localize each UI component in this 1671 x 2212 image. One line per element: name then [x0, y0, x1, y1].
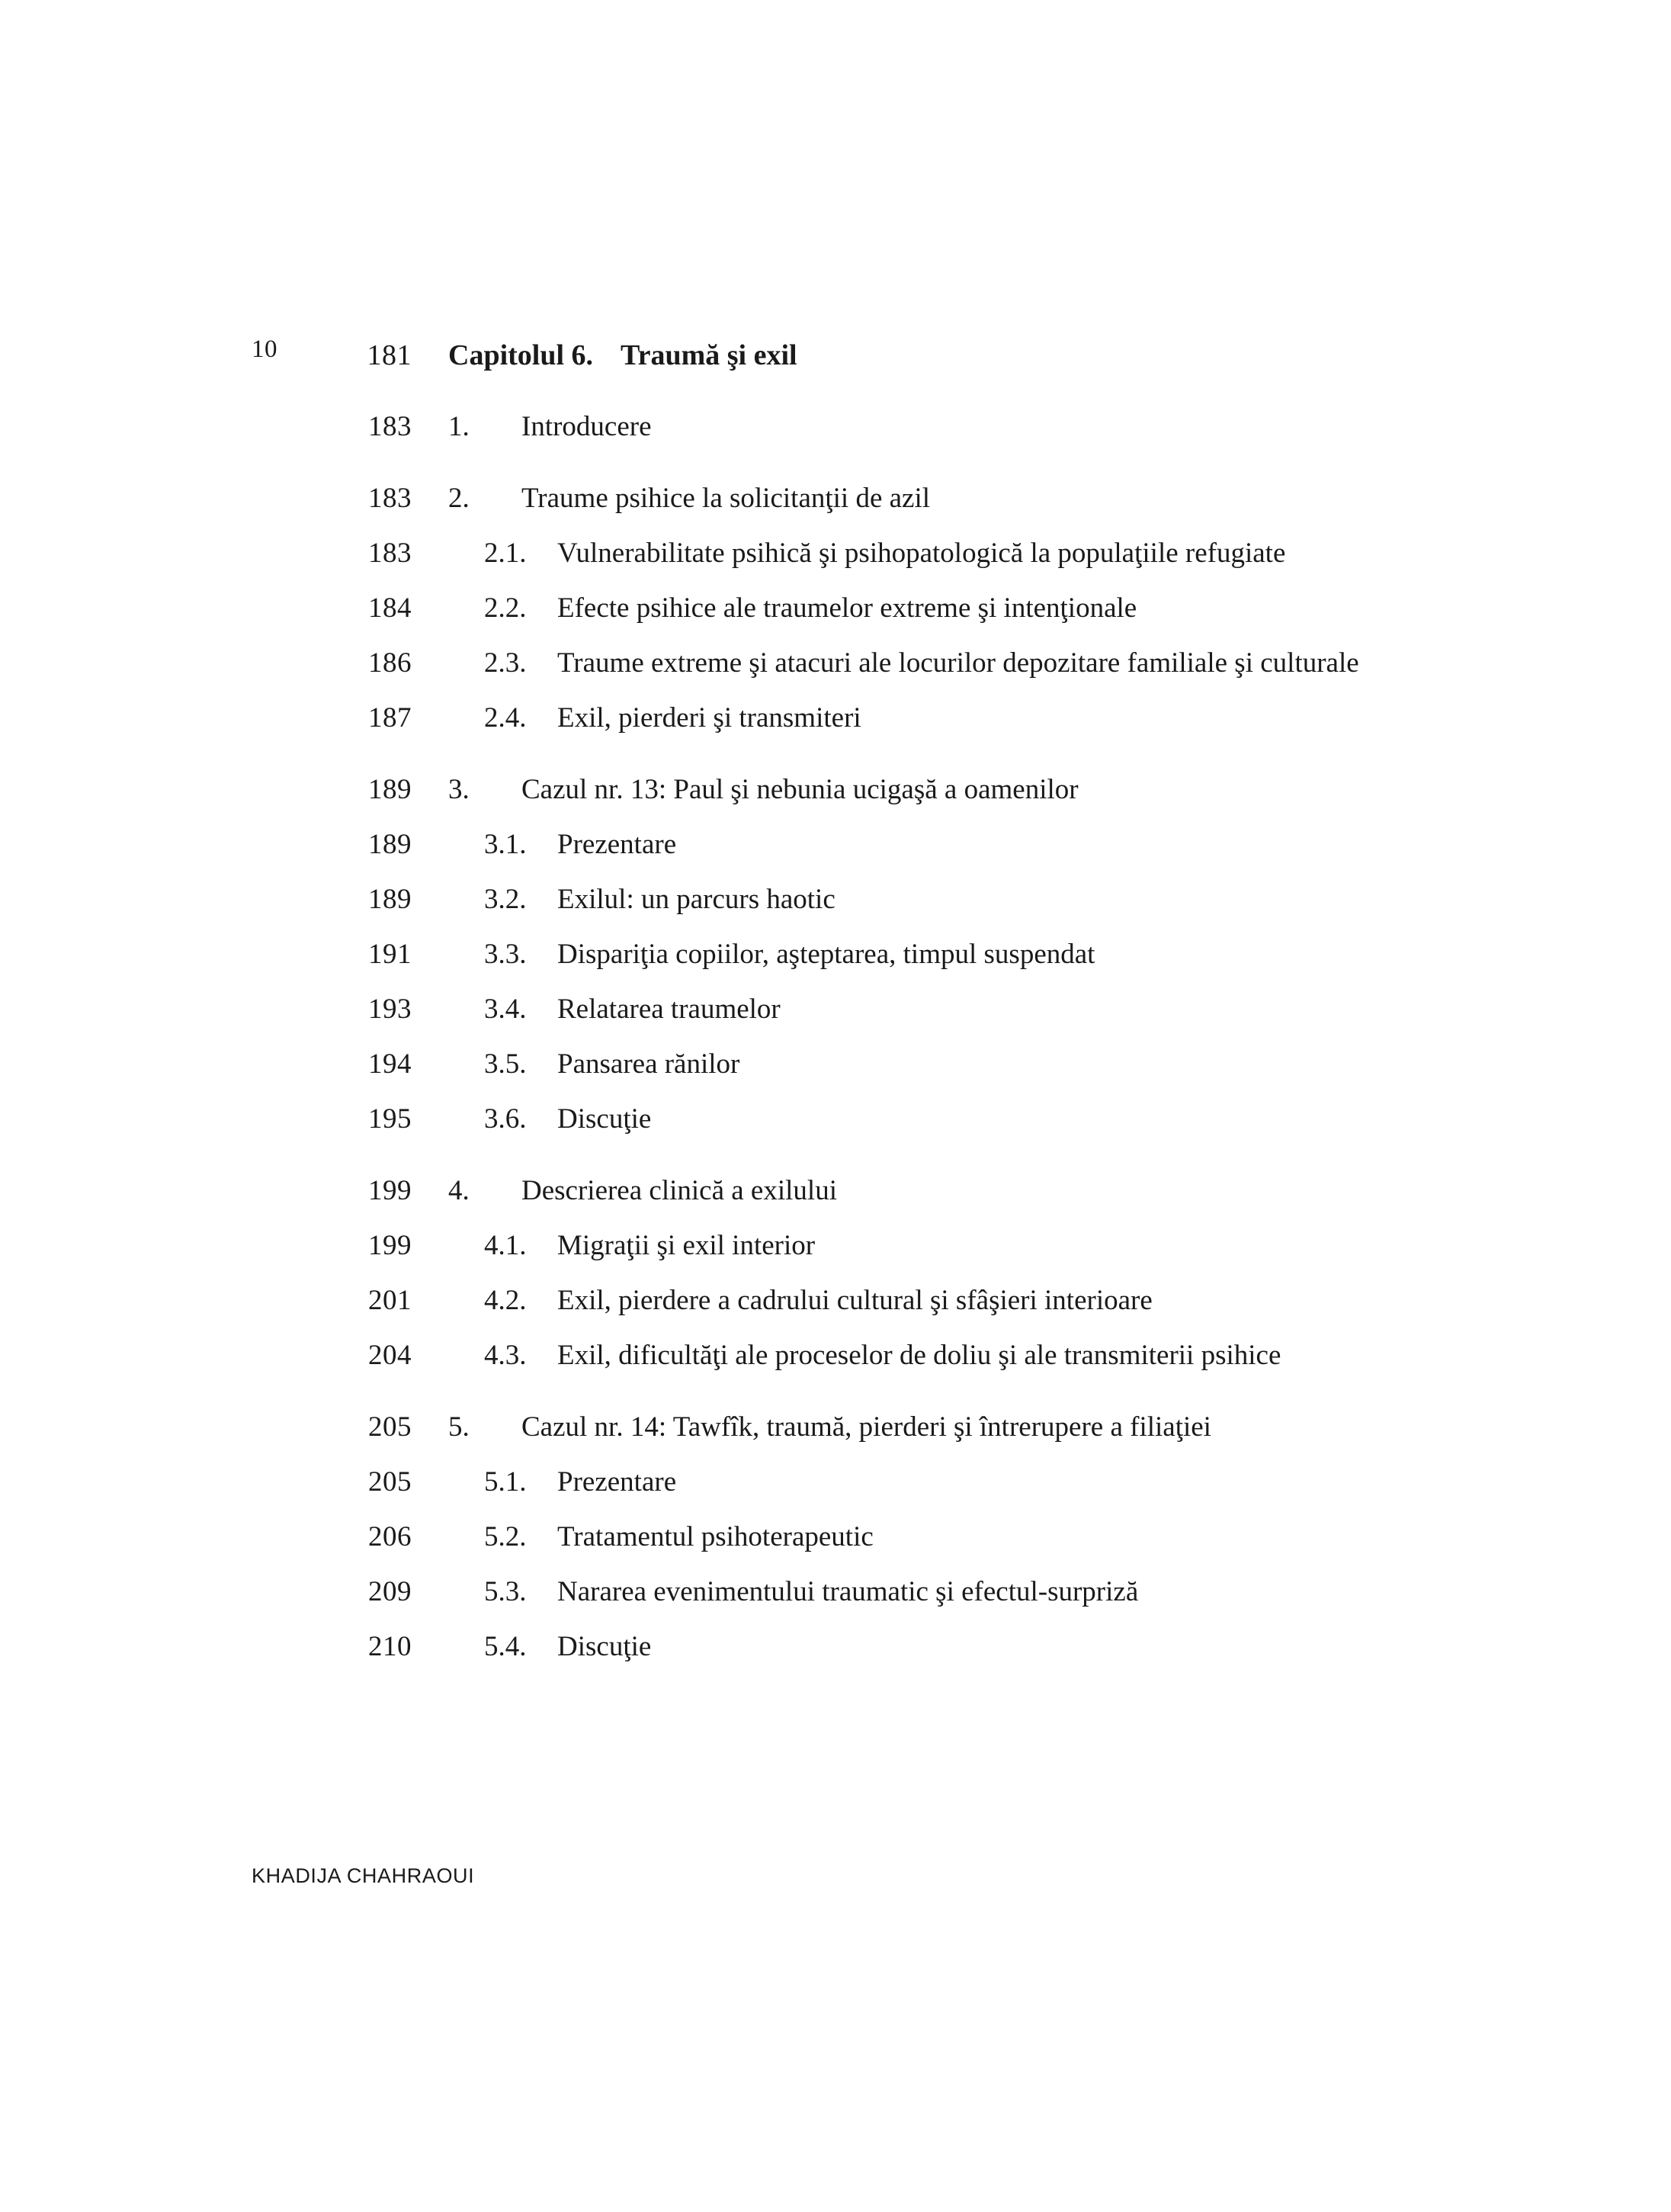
toc-page-number: 191 [368, 939, 412, 970]
toc-page-number: 189 [368, 774, 412, 805]
toc-entry-label: 5.3. [484, 1576, 527, 1607]
toc-page-number: 199 [368, 1230, 412, 1261]
toc-entry-text [412, 581, 1387, 636]
toc-entry[interactable] [320, 1092, 1387, 1147]
toc-entry-title: Prezentare [557, 1466, 677, 1498]
toc-entry-label: 2.3. [484, 647, 527, 679]
toc-entry-label: 5.4. [484, 1631, 527, 1662]
toc-page-number: 205 [368, 1466, 412, 1498]
page-folio: 10 [252, 335, 277, 363]
toc-entry[interactable] [320, 471, 1387, 526]
toc-entry-label: 3.6. [484, 1103, 527, 1135]
toc-entry-label: 3.2. [484, 884, 527, 915]
toc-entry-title: Discuţie [557, 1103, 652, 1135]
toc-entry-label: 3.4. [484, 994, 527, 1025]
toc-entry[interactable] [320, 1218, 1387, 1273]
table-of-contents [320, 328, 1387, 1674]
toc-page-number: 184 [368, 592, 412, 624]
toc-entry-text [412, 1455, 1387, 1510]
toc-entry-text [412, 691, 1387, 746]
toc-entry-title: Cazul nr. 14: Tawfîk, traumă, pierderi şi întrerupere a filiaţiei [521, 1411, 1211, 1443]
toc-entry[interactable] [320, 1400, 1387, 1455]
toc-entry[interactable] [320, 762, 1387, 817]
toc-entry-label: 3. [448, 774, 470, 805]
toc-entry-label: 4. [448, 1175, 470, 1206]
toc-page-number: 183 [368, 411, 412, 442]
toc-page-number: 201 [368, 1285, 412, 1316]
toc-page-number: 206 [368, 1521, 412, 1552]
toc-entry-title: Pansarea rănilor [557, 1048, 740, 1080]
toc-page-number: 193 [368, 994, 412, 1025]
toc-entry-label: Capitolul 6. [448, 339, 594, 371]
toc-entry-text [412, 400, 1387, 454]
toc-entry-title: Migraţii şi exil interior [557, 1230, 816, 1261]
toc-page-number: 186 [368, 647, 412, 679]
toc-entry-title: Prezentare [557, 829, 677, 860]
toc-entry-text [412, 927, 1387, 982]
toc-page-number: 183 [368, 538, 412, 569]
toc-entry-text [412, 762, 1387, 817]
toc-entry-title: Exil, dificultăţi ale proceselor de doliu şi ale transmiterii psihice [557, 1340, 1281, 1371]
toc-entry-title: Relatarea traumelor [557, 994, 781, 1025]
toc-entry-label: 2. [448, 483, 470, 514]
toc-entry-label: 4.3. [484, 1340, 527, 1371]
toc-entry[interactable] [320, 1037, 1387, 1092]
toc-page-number: 189 [368, 884, 412, 915]
toc-entry[interactable] [320, 636, 1387, 691]
toc-page-number: 181 [367, 339, 412, 371]
toc-entry-text [412, 1092, 1387, 1147]
toc-entry[interactable] [320, 872, 1387, 927]
toc-entry-text [412, 1400, 1387, 1455]
toc-entry-title: Discuţie [557, 1631, 652, 1662]
toc-entry-text [412, 1565, 1387, 1620]
toc-entry-label: 4.1. [484, 1230, 527, 1261]
toc-entry-label: 3.5. [484, 1048, 527, 1080]
toc-entry-label: 4.2. [484, 1285, 527, 1316]
toc-entry-text [412, 982, 1387, 1037]
toc-entry[interactable] [320, 1620, 1387, 1674]
toc-page-number: 189 [368, 829, 412, 860]
toc-entry[interactable] [320, 1164, 1387, 1218]
toc-page-number: 204 [368, 1340, 412, 1371]
toc-entry[interactable] [320, 1510, 1387, 1565]
toc-entry-title: Exil, pierderi şi transmiteri [557, 702, 861, 734]
toc-page-number: 199 [368, 1175, 412, 1206]
toc-entry-title: Traume psihice la solicitanţii de azil [521, 483, 931, 514]
toc-entry-label: 3.3. [484, 939, 527, 970]
toc-entry-title: Efecte psihice ale traumelor extreme şi intenţionale [557, 592, 1137, 624]
toc-entry[interactable] [320, 691, 1387, 746]
toc-entry-text [412, 1037, 1387, 1092]
toc-page-number: 195 [368, 1103, 412, 1135]
toc-page-number: 205 [368, 1411, 412, 1443]
toc-entry[interactable] [320, 526, 1387, 581]
toc-entry[interactable] [320, 927, 1387, 982]
toc-entry-text [412, 1510, 1387, 1565]
toc-entry-label: 2.1. [484, 538, 527, 569]
toc-page-number: 194 [368, 1048, 412, 1080]
toc-entry-title: Descrierea clinică a exilului [521, 1175, 837, 1206]
toc-entry[interactable] [320, 1328, 1387, 1383]
toc-entry-title: Introducere [521, 411, 652, 442]
toc-entry-label: 5. [448, 1411, 470, 1443]
toc-entry-title: Exil, pierdere a cadrului cultural şi sfâşieri interioare [557, 1285, 1153, 1316]
running-head: KHADIJA CHAHRAOUI [252, 1864, 475, 1887]
toc-entry-title: Traume extreme şi atacuri ale locurilor depozitare familiale şi culturale [557, 647, 1359, 679]
toc-page-number: 210 [368, 1631, 412, 1662]
toc-entry[interactable] [320, 328, 1387, 383]
toc-entry-label: 1. [448, 411, 470, 442]
toc-entry-label: 5.2. [484, 1521, 527, 1552]
toc-entry-text [412, 471, 1387, 526]
toc-entry-text [412, 1164, 1387, 1218]
toc-entry-text [412, 526, 1387, 581]
toc-entry-text [412, 1218, 1387, 1273]
toc-entry[interactable] [320, 982, 1387, 1037]
toc-page-number: 183 [368, 483, 412, 514]
toc-entry-label: 5.1. [484, 1466, 527, 1498]
toc-entry[interactable] [320, 1273, 1387, 1328]
toc-entry-title: Traumă şi exil [621, 339, 797, 371]
toc-entry-title: Exilul: un parcurs haotic [557, 884, 836, 915]
toc-entry-label: 2.4. [484, 702, 527, 734]
toc-entry[interactable] [320, 1565, 1387, 1620]
toc-entry[interactable] [320, 581, 1387, 636]
toc-entry-text [412, 328, 1387, 383]
toc-entry-text [412, 817, 1387, 872]
toc-entry[interactable] [320, 817, 1387, 872]
toc-entry-text [412, 1328, 1387, 1383]
toc-entry-text [412, 636, 1387, 691]
toc-entry-title: Vulnerabilitate psihică şi psihopatologică la populaţiile refugiate [557, 538, 1286, 569]
toc-entry-text [412, 1620, 1387, 1674]
toc-entry[interactable] [320, 1455, 1387, 1510]
toc-entry-title: Dispariţia copiilor, aşteptarea, timpul suspendat [557, 939, 1095, 970]
toc-entry-label: 3.1. [484, 829, 527, 860]
toc-entry-label: 2.2. [484, 592, 527, 624]
toc-entry-text [412, 872, 1387, 927]
toc-entry-title: Tratamentul psihoterapeutic [557, 1521, 874, 1552]
toc-entry-text [412, 1273, 1387, 1328]
toc-entry[interactable] [320, 400, 1387, 454]
toc-page-number: 187 [368, 702, 412, 734]
toc-page-number: 209 [368, 1576, 412, 1607]
toc-entry-title: Cazul nr. 13: Paul şi nebunia ucigaşă a oamenilor [521, 774, 1079, 805]
toc-entry-title: Nararea evenimentului traumatic şi efectul-surpriză [557, 1576, 1139, 1607]
